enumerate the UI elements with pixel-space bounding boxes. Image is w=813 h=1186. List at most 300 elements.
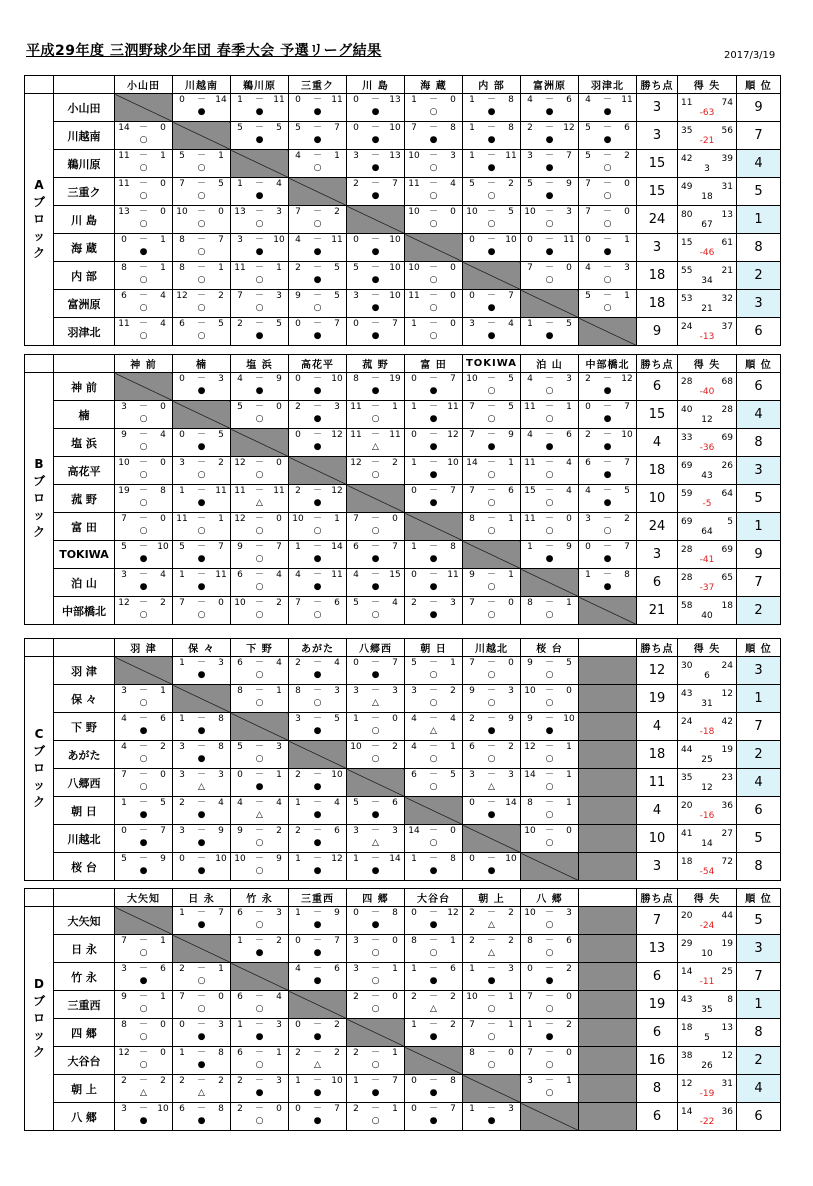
match-cell — [115, 597, 173, 625]
runs-for: 10 — [524, 686, 536, 696]
score — [465, 151, 518, 162]
score — [349, 686, 402, 697]
score-dash: － — [254, 374, 264, 384]
match-cell — [115, 991, 173, 1019]
runs-for: 0 — [295, 936, 301, 946]
match-cell — [115, 178, 173, 206]
runs-for: 1 — [179, 714, 185, 724]
self-match-cell — [115, 657, 173, 685]
match-cell — [347, 401, 405, 429]
runs-against: 12 — [447, 430, 459, 440]
points-value: 3 — [637, 853, 678, 881]
conceded-value: 31 — [721, 181, 733, 192]
runs-for: 0 — [585, 402, 591, 412]
runs-against: 9 — [508, 430, 514, 440]
match-cell — [463, 713, 521, 741]
runs-for: 8 — [527, 936, 533, 946]
runs-for: 4 — [121, 742, 127, 752]
win-mark: ○ — [255, 303, 264, 313]
runs-for: 2 — [295, 402, 301, 412]
match-cell — [463, 457, 521, 485]
score-dash: － — [196, 235, 206, 245]
match-cell — [347, 741, 405, 769]
win-mark: ○ — [139, 303, 148, 313]
score — [117, 123, 170, 134]
score — [117, 263, 170, 274]
win-mark: ○ — [371, 754, 380, 764]
score — [349, 798, 402, 809]
win-mark: ○ — [545, 838, 554, 848]
match-cell — [579, 122, 637, 150]
score — [465, 402, 518, 413]
runs-for: 10 — [234, 854, 246, 864]
runs-for: 1 — [411, 964, 417, 974]
match-cell — [405, 318, 463, 346]
runs-for: 3 — [411, 686, 417, 696]
runs-against: 3 — [624, 263, 630, 273]
runs-for: 5 — [237, 123, 243, 133]
runs-against: 0 — [450, 291, 456, 301]
runs-against: 0 — [392, 992, 398, 1002]
goals-row — [681, 126, 733, 136]
scored-value: 42 — [681, 153, 693, 164]
match-cell — [579, 178, 637, 206]
win-mark: ○ — [197, 191, 206, 201]
score-dash: － — [138, 486, 148, 496]
score — [523, 319, 576, 330]
win-mark: ○ — [139, 1060, 148, 1070]
score — [581, 151, 634, 162]
score-dash: － — [544, 686, 554, 696]
score — [465, 179, 518, 190]
team-name: 富 田 — [54, 513, 115, 541]
runs-for: 7 — [121, 514, 127, 524]
runs-against: 6 — [392, 798, 398, 808]
points-value: 24 — [637, 206, 678, 234]
win-mark: ○ — [139, 610, 148, 620]
goals-row — [681, 377, 733, 387]
runs-for: 10 — [118, 458, 130, 468]
runs-for: 0 — [295, 1020, 301, 1030]
score — [349, 964, 402, 975]
self-match-cell — [231, 713, 289, 741]
scored-value: 24 — [681, 321, 693, 332]
runs-for: 0 — [411, 486, 417, 496]
runs-for: 1 — [411, 95, 417, 105]
match-cell — [115, 206, 173, 234]
self-match-cell — [347, 206, 405, 234]
match-cell — [173, 1075, 231, 1103]
score-dash: － — [196, 598, 206, 608]
score — [175, 714, 228, 725]
goals-row — [681, 154, 733, 164]
score — [233, 319, 286, 330]
runs-against: 8 — [160, 486, 166, 496]
match-cell — [173, 825, 231, 853]
runs-against: 3 — [276, 291, 282, 301]
diff-value: -22 — [699, 1116, 715, 1127]
points-value: 21 — [637, 597, 678, 625]
column-header: 泊 山 — [521, 355, 579, 373]
runs-against: 9 — [160, 854, 166, 864]
column-header: 塩 浜 — [231, 355, 289, 373]
runs-against: 14 — [505, 798, 517, 808]
match-cell — [347, 150, 405, 178]
runs-against: 4 — [160, 291, 166, 301]
score-dash: － — [254, 95, 264, 105]
match-cell — [463, 373, 521, 401]
win-mark: ○ — [603, 191, 612, 201]
goals-cell — [678, 1019, 737, 1047]
runs-against: 3 — [450, 598, 456, 608]
match-cell — [405, 94, 463, 122]
match-cell — [463, 569, 521, 597]
match-cell — [173, 853, 231, 881]
win-mark: ○ — [255, 1060, 264, 1070]
runs-for: 0 — [295, 95, 301, 105]
runs-for: 4 — [411, 742, 417, 752]
score-dash: － — [544, 458, 554, 468]
win-mark: ○ — [197, 303, 206, 313]
column-header: 海 蔵 — [405, 76, 463, 94]
score-dash: － — [370, 1076, 380, 1086]
match-cell — [347, 685, 405, 713]
score-dash: － — [312, 908, 322, 918]
score-dash: － — [196, 770, 206, 780]
match-cell — [173, 907, 231, 935]
self-match-cell — [347, 485, 405, 513]
match-cell — [405, 769, 463, 797]
runs-against: 2 — [160, 1076, 166, 1086]
runs-against: 14 — [389, 854, 401, 864]
win-mark: ○ — [139, 698, 148, 708]
win-mark: ○ — [255, 698, 264, 708]
match-cell — [463, 94, 521, 122]
scored-value: 20 — [681, 910, 693, 921]
goals-cell — [678, 150, 737, 178]
score — [581, 123, 634, 134]
match-cell — [463, 907, 521, 935]
column-header: 竹 永 — [231, 889, 289, 907]
runs-for: 2 — [353, 179, 359, 189]
score-dash: － — [428, 123, 438, 133]
goals-cell — [678, 457, 737, 485]
match-cell — [405, 485, 463, 513]
runs-against: 11 — [447, 570, 459, 580]
conceded-value: 8 — [727, 994, 733, 1005]
runs-for: 5 — [527, 179, 533, 189]
runs-for: 2 — [295, 1048, 301, 1058]
scored-value: 43 — [681, 688, 693, 699]
corner-cell — [54, 355, 115, 373]
draw-mark: △ — [488, 920, 495, 930]
self-match-cell — [521, 853, 579, 881]
points-value: 9 — [637, 318, 678, 346]
runs-for: 1 — [411, 319, 417, 329]
goals-row — [681, 829, 733, 839]
runs-against: 1 — [508, 570, 514, 580]
scored-value: 58 — [681, 600, 693, 611]
loss-mark: ● — [255, 191, 264, 201]
loss-mark: ● — [487, 810, 496, 820]
runs-against: 1 — [392, 1048, 398, 1058]
win-mark: ○ — [139, 754, 148, 764]
points-value: 15 — [637, 150, 678, 178]
team-row — [25, 1047, 781, 1075]
score-dash: － — [196, 179, 206, 189]
loss-mark: ● — [313, 948, 322, 958]
column-header: 羽津北 — [579, 76, 637, 94]
team-name: TOKIWA — [54, 541, 115, 569]
score-dash: － — [196, 151, 206, 161]
loss-mark: ● — [197, 554, 206, 564]
score — [581, 235, 634, 246]
runs-against: 4 — [160, 430, 166, 440]
match-cell — [231, 825, 289, 853]
score — [465, 854, 518, 865]
score — [523, 263, 576, 274]
score-dash: － — [196, 742, 206, 752]
team-row — [25, 122, 781, 150]
win-mark: ○ — [197, 247, 206, 257]
loss-mark: ● — [197, 866, 206, 876]
runs-against: 7 — [450, 374, 456, 384]
runs-for: 1 — [585, 570, 591, 580]
runs-against: 0 — [566, 1048, 572, 1058]
self-match-cell — [463, 541, 521, 569]
runs-for: 1 — [411, 402, 417, 412]
points-value: 18 — [637, 290, 678, 318]
goals-row — [681, 1051, 733, 1061]
runs-for: 12 — [234, 514, 246, 524]
runs-for: 11 — [234, 263, 246, 273]
score-dash: － — [428, 742, 438, 752]
loss-mark: ● — [255, 1032, 264, 1042]
score-dash: － — [196, 291, 206, 301]
runs-for: 6 — [469, 742, 475, 752]
rank-value: 8 — [737, 429, 781, 457]
runs-against: 11 — [563, 235, 575, 245]
score-dash: － — [196, 908, 206, 918]
goals-cell — [678, 569, 737, 597]
self-match-cell — [231, 963, 289, 991]
score-dash: － — [544, 207, 554, 217]
score-dash: － — [486, 430, 496, 440]
loss-mark: ● — [487, 866, 496, 876]
match-cell — [521, 935, 579, 963]
rank-value: 2 — [737, 597, 781, 625]
score-dash: － — [138, 291, 148, 301]
points-header: 勝ち点 — [637, 639, 678, 657]
score-dash: － — [428, 826, 438, 836]
runs-for: 11 — [118, 151, 130, 161]
score-dash: － — [486, 798, 496, 808]
runs-against: 3 — [218, 1020, 224, 1030]
points-value: 16 — [637, 1047, 678, 1075]
score-dash: － — [428, 319, 438, 329]
loss-mark: ● — [313, 782, 322, 792]
diff-value: 21 — [701, 303, 713, 314]
goals-cell — [678, 429, 737, 457]
team-row — [25, 769, 781, 797]
diff-value: 3 — [704, 163, 710, 174]
runs-for: 2 — [237, 1076, 243, 1086]
score — [465, 598, 518, 609]
score — [407, 542, 460, 553]
runs-for: 5 — [295, 123, 301, 133]
match-cell — [289, 94, 347, 122]
loss-mark: ● — [313, 866, 322, 876]
score — [175, 598, 228, 609]
score-dash: － — [602, 123, 612, 133]
goals-cell — [678, 907, 737, 935]
conceded-value: 65 — [721, 572, 733, 583]
goals-row — [681, 517, 733, 527]
loss-mark: ● — [197, 107, 206, 117]
goals-row — [681, 573, 733, 583]
loss-mark: ● — [603, 498, 612, 508]
goals-row — [681, 601, 733, 611]
diff-value: -19 — [699, 1088, 715, 1099]
loss-mark: ● — [487, 107, 496, 117]
score-dash: － — [312, 686, 322, 696]
match-cell — [405, 963, 463, 991]
score — [291, 1020, 344, 1031]
team-name: 川 島 — [54, 206, 115, 234]
runs-against: 2 — [508, 936, 514, 946]
runs-against: 2 — [160, 742, 166, 752]
match-cell — [115, 963, 173, 991]
runs-for: 6 — [179, 319, 185, 329]
loss-mark: ● — [313, 1116, 322, 1126]
diff-value: 10 — [701, 948, 713, 959]
match-cell — [231, 597, 289, 625]
diff-value: -46 — [699, 247, 715, 258]
match-cell — [347, 373, 405, 401]
column-header: 大谷台 — [405, 889, 463, 907]
win-mark: ○ — [255, 1004, 264, 1014]
score — [117, 514, 170, 525]
match-cell — [115, 853, 173, 881]
team-name: 竹 永 — [54, 963, 115, 991]
win-mark: ○ — [545, 470, 554, 480]
match-cell — [231, 685, 289, 713]
score-dash: － — [312, 1048, 322, 1058]
score-dash: － — [486, 207, 496, 217]
score-dash: － — [544, 742, 554, 752]
win-mark: ○ — [545, 275, 554, 285]
score-dash: － — [254, 992, 264, 1002]
score — [233, 486, 286, 497]
runs-for: 0 — [179, 1020, 185, 1030]
score — [117, 798, 170, 809]
runs-against: 12 — [563, 123, 575, 133]
score-dash: － — [138, 826, 148, 836]
runs-against: 2 — [450, 686, 456, 696]
self-match-cell — [405, 234, 463, 262]
score-dash: － — [486, 598, 496, 608]
loss-mark: ● — [371, 135, 380, 145]
runs-against: 10 — [157, 542, 169, 552]
win-mark: ○ — [371, 526, 380, 536]
match-cell — [521, 513, 579, 541]
rank-value: 8 — [737, 853, 781, 881]
score-dash: － — [312, 319, 322, 329]
runs-for: 2 — [469, 908, 475, 918]
runs-against: 0 — [566, 263, 572, 273]
score — [465, 123, 518, 134]
runs-for: 11 — [408, 179, 420, 189]
runs-for: 4 — [295, 964, 301, 974]
runs-against: 8 — [218, 1104, 224, 1114]
runs-against: 0 — [218, 992, 224, 1002]
score — [117, 151, 170, 162]
conceded-value: 21 — [721, 265, 733, 276]
runs-against: 2 — [334, 1020, 340, 1030]
column-header: 小山田 — [115, 76, 173, 94]
conceded-value: 12 — [721, 688, 733, 699]
runs-for: 1 — [353, 714, 359, 724]
match-cell — [173, 513, 231, 541]
self-match-cell — [521, 569, 579, 597]
score-dash: － — [602, 486, 612, 496]
match-cell — [115, 741, 173, 769]
match-cell — [173, 1047, 231, 1075]
score-dash: － — [196, 542, 206, 552]
score — [291, 95, 344, 106]
match-cell — [347, 907, 405, 935]
points-value: 15 — [637, 178, 678, 206]
score-dash: － — [254, 686, 264, 696]
score — [465, 458, 518, 469]
match-cell — [289, 513, 347, 541]
match-cell — [173, 94, 231, 122]
runs-against: 2 — [624, 151, 630, 161]
score — [349, 514, 402, 525]
runs-for: 2 — [585, 374, 591, 384]
conceded-value: 26 — [721, 460, 733, 471]
self-match-cell — [173, 122, 231, 150]
runs-for: 11 — [524, 402, 536, 412]
conceded-value: 31 — [721, 1078, 733, 1089]
score-dash: － — [138, 686, 148, 696]
runs-for: 8 — [121, 1020, 127, 1030]
runs-against: 11 — [273, 486, 285, 496]
match-cell — [521, 485, 579, 513]
score — [407, 1076, 460, 1087]
runs-for: 0 — [527, 964, 533, 974]
runs-against: 4 — [334, 658, 340, 668]
match-cell — [173, 569, 231, 597]
runs-for: 6 — [237, 1048, 243, 1058]
score-dash: － — [312, 402, 322, 412]
score — [349, 291, 402, 302]
score-dash: － — [254, 798, 264, 808]
match-cell — [521, 991, 579, 1019]
score-dash: － — [254, 770, 264, 780]
runs-against: 5 — [334, 263, 340, 273]
rank-value: 1 — [737, 991, 781, 1019]
runs-for: 0 — [121, 826, 127, 836]
match-cell — [231, 318, 289, 346]
self-match-cell — [115, 94, 173, 122]
match-cell — [521, 825, 579, 853]
score — [581, 263, 634, 274]
match-cell — [579, 206, 637, 234]
column-header: 桜 台 — [521, 639, 579, 657]
match-cell — [173, 262, 231, 290]
runs-against: 5 — [218, 319, 224, 329]
